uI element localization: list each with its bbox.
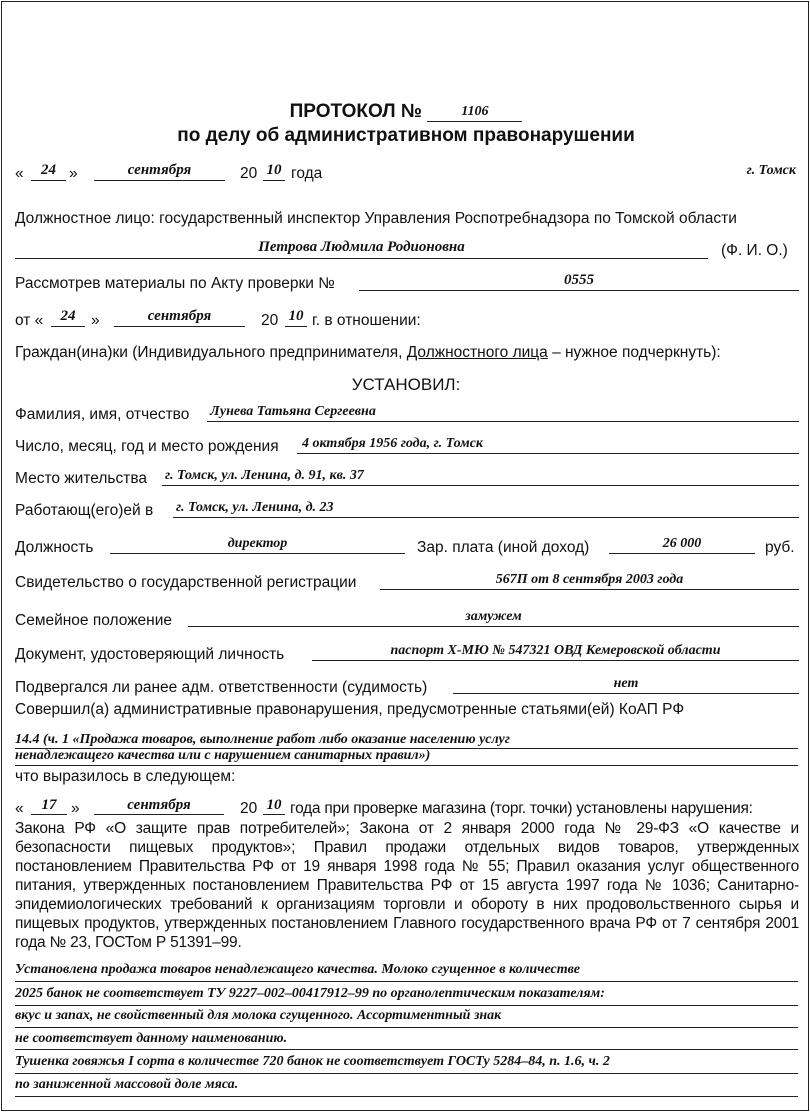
finding-line-5: Тушенка говяжья I сорта в количестве 720 банок не соответствует ГОСТу 5284–84, п. 1.6, ч. 2 — [15, 1054, 610, 1069]
fio-value: Лунева Татьяна Сергеевна — [210, 404, 376, 419]
act-year-prefix: 20 — [261, 312, 279, 329]
protocol-subtitle: по делу об административном правонарушении — [177, 125, 635, 146]
inspection-body: Закона РФ «О защите прав потребителей»; Закона от 2 января 2000 года № 29-ФЗ «О качестве и безопасности пищевых продуктов»; Правил продажи отдельных видов товаров, утвержденных постановлением Правительства РФ от 19 января 1998 года № 55; Правил оказания услуг общественного питания, утвержденных постановлением Правительства РФ от 15 августа 1997 года № 1036; Санитарно-эпидемиологических требований к организациям торговли и обороту в них продовольственного сырья и пищевых продуктов, утвержденных постановлением Главного государственного врача РФ от 7 сентября 2001 года № 23, ГОСТом Р 51391–99. — [15, 820, 799, 951]
date-year-prefix: 20 — [240, 165, 258, 182]
article-line-2: ненадлежащего качества или с нарушением санитарных правил») — [15, 748, 431, 763]
birth-label: Число, месяц, год и место рождения — [15, 438, 279, 455]
insp-year-suffix: 10 — [266, 797, 282, 813]
insp-year-prefix: 20 — [240, 800, 258, 817]
act-month: сентября — [147, 308, 212, 324]
fio-label: Фамилия, имя, отчество — [15, 406, 190, 423]
id-value: паспорт Х-МЮ № 547321 ОВД Кемеровской области — [390, 643, 721, 658]
act-day: 24 — [60, 308, 76, 324]
violation-intro: Совершил(а) административные правонарушения, предусмотренные статьями(ей) КоАП РФ — [15, 701, 685, 718]
act-label: Рассмотрев материалы по Акту проверки № — [15, 275, 335, 292]
salary-label: Зар. плата (иной доход) — [417, 539, 590, 556]
marital-label: Семейное положение — [15, 612, 173, 629]
finding-line-3: вкус и запах, не свойственный для молока сгущенного. Ассортиментный знак — [15, 1008, 502, 1023]
prior-label: Подвергался ли ранее адм. ответственности (судимость) — [15, 679, 428, 696]
date-close-quote: » — [69, 165, 78, 182]
date-day: 24 — [41, 162, 56, 178]
finding-line-6: по заниженной массовой доле мяса. — [15, 1077, 239, 1092]
cert-value: 567П от 8 сентября 2003 года — [495, 572, 684, 587]
act-year-suffix: 10 — [288, 308, 304, 324]
official-label: Должностное лицо: государственный инспектор Управления Роспотребнадзора по Томской области — [15, 210, 737, 227]
finding-line-2: 2025 банок не соответствует ТУ 9227–002–00417912–99 по органолептическим показателям: — [15, 986, 605, 1001]
fio-hint: (Ф. И. О.) — [721, 242, 788, 259]
prior-value: нет — [613, 676, 639, 691]
protocol-title — [2, 101, 810, 124]
established-heading: УСТАНОВИЛ: — [351, 375, 461, 394]
citizen-underlined: Должностного лица — [406, 344, 548, 361]
position-value: директор — [227, 536, 288, 551]
date-year-word: года — [291, 165, 323, 182]
date-month: сентября — [127, 162, 192, 178]
act-number: 0555 — [564, 272, 594, 288]
work-value: г. Томск, ул. Ленина, д. 23 — [176, 500, 334, 515]
insp-first-line: года при проверке магазина (торг. точки) установлены нарушения: — [290, 800, 753, 817]
residence-label: Место жительства — [15, 470, 148, 487]
citizen-line — [15, 344, 721, 362]
insp-month: сентября — [127, 797, 191, 813]
marital-value: замужем — [465, 609, 522, 624]
expressed-label: что выразилось в следующем: — [15, 768, 236, 785]
citizen-prefix: Граждан(ина)ки (Индивидуального предпринимателя, — [15, 344, 407, 361]
insp-day: 17 — [41, 797, 57, 813]
position-label: Должность — [15, 539, 94, 556]
date-year-suffix: 10 — [266, 162, 282, 178]
act-suffix: г. в отношении: — [312, 312, 421, 329]
protocol-form — [1, 1, 809, 1111]
cert-label: Свидетельство о государственной регистрации — [15, 574, 357, 591]
city: г. Томск — [746, 163, 796, 178]
official-name: Петрова Людмила Родионовна — [258, 239, 465, 255]
act-from-label: от « — [15, 312, 44, 329]
salary-value: 26 000 — [662, 536, 702, 551]
residence-value: г. Томск, ул. Ленина, д. 91, кв. 37 — [165, 468, 364, 483]
act-close-quote: » — [91, 312, 100, 329]
finding-line-1: Установлена продажа товаров ненадлежащего качества. Молоко сгущенное в количестве — [15, 962, 580, 977]
article-line-1: 14.4 (ч. 1 «Продажа товаров, выполнение работ либо оказание населению услуг — [15, 732, 510, 747]
protocol-number: 1106 — [461, 104, 489, 119]
date-open-quote: « — [15, 165, 24, 182]
id-label: Документ, удостоверяющий личность — [15, 646, 285, 663]
finding-line-4: не соответствует данному наименованию. — [15, 1031, 288, 1046]
title-prefix: ПРОТОКОЛ № — [289, 101, 423, 122]
insp-close-quote: » — [71, 800, 80, 817]
work-label: Работающ(его)ей в — [15, 502, 154, 519]
citizen-suffix: – нужное подчеркнуть): — [547, 344, 721, 361]
salary-unit: руб. — [765, 539, 795, 556]
birth-value: 4 октября 1956 года, г. Томск — [302, 436, 484, 451]
insp-open-quote: « — [15, 800, 24, 817]
